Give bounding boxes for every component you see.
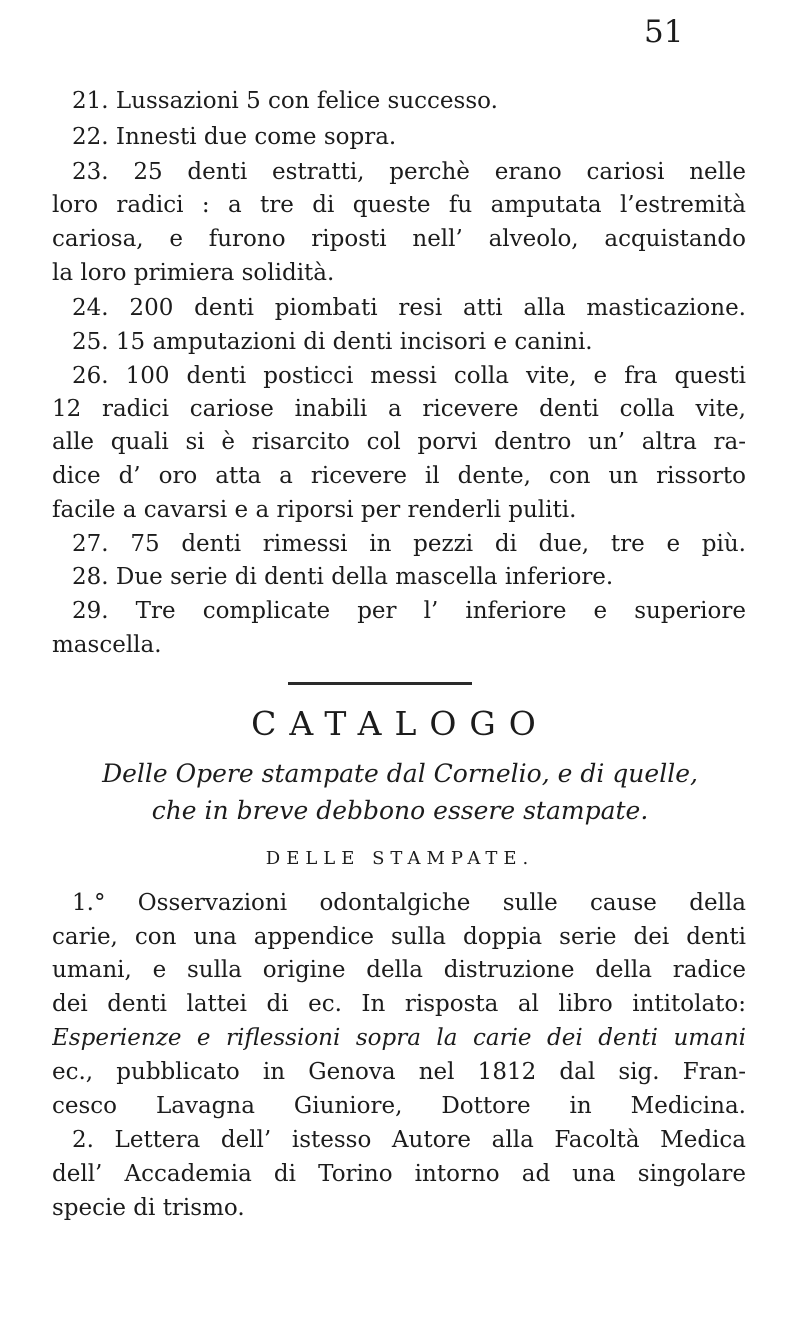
catalog-subtitle: che in breve debbono essere stampate. (151, 796, 649, 825)
text-line: specie di trismo. (52, 1195, 245, 1221)
text-line: mascella. (52, 632, 162, 658)
catalog-entry-2: 2. Lettera dell’ istesso Autore alla Facoltà Medica (72, 1127, 746, 1153)
list-item-21: 21. Lussazioni 5 con felice successo. (72, 88, 498, 114)
section-heading: DELLE STAMPATE. (265, 848, 535, 869)
text-line: dei denti lattei di ec. In risposta al libro intitolato: (52, 991, 746, 1017)
text-line: ec., pubblicato in Genova nel 1812 dal sig. Fran- (52, 1059, 746, 1085)
list-item-22: 22. Innesti due come sopra. (72, 124, 397, 150)
page-number: 51 (644, 14, 684, 50)
text-line: 12 radici cariose inabili a ricevere denti colla vite, (52, 396, 746, 422)
text-line: umani, e sulla origine della distruzione della radice (52, 957, 746, 983)
list-item-25: 25. 15 amputazioni di denti incisori e canini. (72, 329, 593, 355)
text-line: carie, con una appendice sulla doppia serie dei denti (52, 924, 746, 950)
divider-rule (288, 682, 472, 685)
text-line: facile a cavarsi e a riporsi per renderli puliti. (52, 497, 577, 523)
text-line: la loro primiera solidità. (52, 260, 335, 286)
text-line: dell’ Accademia di Torino intorno ad una singolare (52, 1161, 746, 1187)
catalog-subtitle: Delle Opere stampate dal Cornelio, e di quelle, (102, 759, 698, 788)
list-item-23: 23. 25 denti estratti, perchè erano cariosi nelle (72, 159, 746, 185)
list-item-29: 29. Tre complicate per l’ inferiore e superiore (72, 598, 746, 624)
catalog-entry-1: 1.° Osservazioni odontalgiche sulle cause della (72, 890, 746, 916)
catalog-title: CATALOGO (251, 704, 549, 743)
book-title-line: Esperienze e riflessioni sopra la carie dei denti umani (52, 1025, 746, 1051)
text-line: cesco Lavagna Giuniore, Dottore in Medicina. (52, 1093, 746, 1119)
text-line: dice d’ oro atta a ricevere il dente, con un rissorto (52, 463, 746, 489)
text-line: alle quali si è risarcito col porvi dentro un’ altra ra- (52, 429, 746, 455)
text-line: cariosa, e furono riposti nell’ alveolo, acquistando (52, 226, 746, 252)
list-item-26: 26. 100 denti posticci messi colla vite, e fra questi (72, 363, 746, 389)
text-line: loro radici : a tre di queste fu amputata l’estremità (52, 192, 746, 218)
list-item-27: 27. 75 denti rimessi in pezzi di due, tre e più. (72, 531, 746, 557)
list-item-28: 28. Due serie di denti della mascella inferiore. (72, 564, 614, 590)
list-item-24: 24. 200 denti piombati resi atti alla masticazione. (72, 295, 746, 321)
